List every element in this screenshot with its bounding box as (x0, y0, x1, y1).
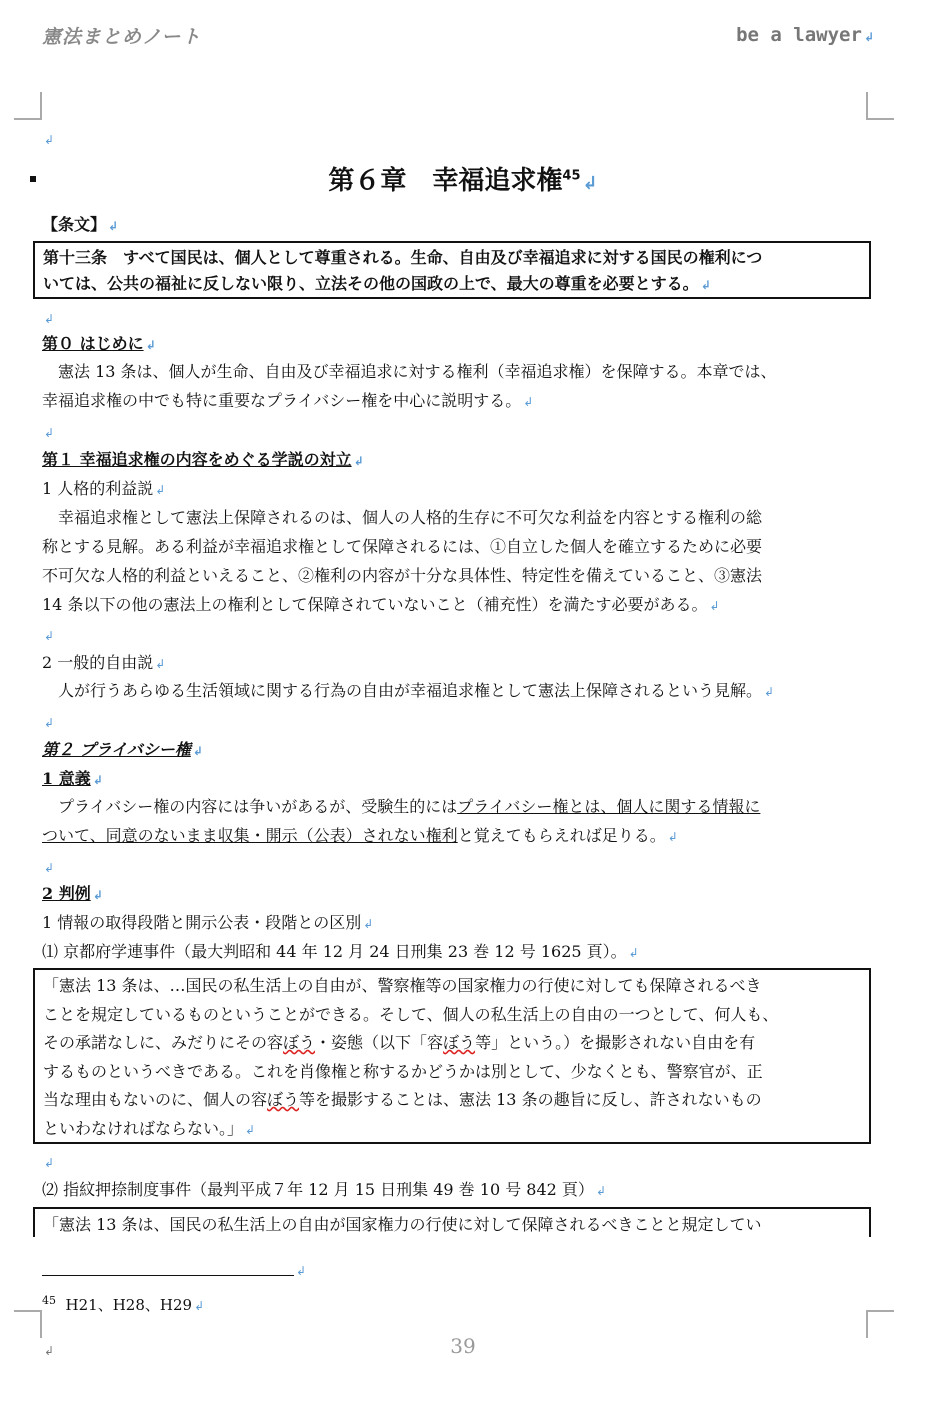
article-line-2: いては、公共の福祉に反しない限り、立法その他の国政の上で、最大の尊重を必要とする。 ↲ (43, 274, 711, 293)
quote-1-line-5: 当な理由もないのに、個人の容ぼう等を撮影することは、憲法 13 条の趣旨に反し、許されないもの (43, 1090, 762, 1109)
quote-1-line-3: その承諾なしに、みだりにその容ぼう・姿態（以下「容ぼう等」という。）を撮影されない自由を有 (43, 1033, 756, 1052)
header-right-text: be a lawyer ↲ (736, 24, 874, 46)
section-1-p2: 人が行うあらゆる生活領域に関する行為の自由が幸福追求権として憲法上保障されるという見解。 ↲ (42, 681, 775, 700)
quote-box-2 (33, 1207, 871, 1237)
article-box (33, 241, 871, 299)
paragraph-mark: ↲ (44, 312, 55, 326)
section-1-sub-2: 2 一般的自由説 ↲ (42, 653, 166, 672)
quote-1-line-1: 「憲法 13 条は、…国民の私生活上の自由が、警察権等の国家権力の行使に対しても保障されるべき (43, 976, 762, 995)
case-1-citation: ⑴ 京都府学連事件（最大判昭和 44 年 12 月 24 日刑集 23 巻 12 号 1625 頁）。 ↲ (42, 942, 639, 961)
crop-mark-top-right (866, 92, 894, 120)
section-1-p1-line-4: 14 条以下の他の憲法上の権利として保障されていないこと（補充性）を満たす必要がある。 ↲ (42, 595, 720, 614)
section-2-p1-line-2: ついて、同意のないまま収集・開示（公表）されない権利と覚えてもらえれば足りる。 ↲ (42, 826, 678, 845)
page-number: 39 (450, 1334, 476, 1358)
paragraph-mark: ↲ (44, 716, 55, 730)
crop-mark-top-left (14, 92, 42, 120)
section-2-sub-1: 1 意義 ↲ (42, 769, 103, 788)
paragraph-mark: ↲ (44, 1344, 55, 1358)
section-2-p1-line-1: プライバシー権の内容には争いがあるが、受験生的にはプライバシー権とは、個人に関する情報に (42, 797, 761, 816)
section-2-item-1: 1 情報の取得段階と開示公表・段階との区別 ↲ (42, 913, 374, 932)
chapter-title: 第６章 幸福追求権$^{45}$ ↲ (328, 166, 598, 196)
footnote-separator (42, 1275, 294, 1276)
paragraph-mark: ↲ (44, 1156, 55, 1170)
case-2-citation: ⑵ 指紋押捺制度事件（最判平成７年 12 月 15 日刑集 49 巻 10 号 842 頁） ↲ (42, 1180, 606, 1199)
paragraph-mark: ↲ (44, 861, 55, 875)
section-0-line-1: 憲法 13 条は、個人が生命、自由及び幸福追求に対する権利（幸福追求権）を保障する。本章では、 (42, 362, 777, 381)
quote-1-line-2: ことを規定しているものということができる。そして、個人の私生活上の自由の一つとして、何人も、 (43, 1004, 779, 1024)
section-1-p1-line-2: 称とする見解。ある利益が幸福追求権として保障されるには、①自立した個人を確立するために必要 (42, 537, 763, 556)
header-title: 憲法まとめノート (42, 26, 202, 48)
paragraph-mark: ↲ (44, 629, 55, 643)
quote-box-1 (33, 968, 871, 1144)
section-1-p1-line-1: 幸福追求権として憲法上保障されるのは、個人の人格的生存に不可欠な利益を内容とする権利の総 (42, 508, 763, 527)
quote-1-line-6: といわなければならない。」 ↲ (43, 1118, 256, 1138)
section-0-line-2: 幸福追求権の中でも特に重要なプライバシー権を中心に説明する。 ↲ (42, 391, 534, 410)
section-2-heading: 第２ プライバシー権 ↲ (42, 740, 203, 759)
quote-1-line-4: するものというべきである。これを肖像権と称するかどうかは別として、少なくとも、警察官が、正 (43, 1061, 763, 1081)
paragraph-mark: ↲ (44, 133, 55, 147)
section-1-sub-1: 1 人格的利益説 ↲ (42, 479, 166, 498)
quote-2-line-1: 「憲法 13 条は、国民の私生活上の自由が国家権力の行使に対して保障されるべきことと規定してい (43, 1215, 762, 1234)
paragraph-mark: ↲ (44, 426, 55, 440)
section-0-heading: 第０ はじめに ↲ (42, 334, 156, 353)
section-1-p1-line-3: 不可欠な人格的利益といえること、②権利の内容が十分な具体性、特定性を備えていること、③憲法 (42, 566, 763, 585)
article-line-1: 第十三条 すべて国民は、個人として尊重される。生命、自由及び幸福追求に対する国民の権利につ (43, 248, 763, 267)
section-1-heading: 第１ 幸福追求権の内容をめぐる学説の対立 ↲ (42, 450, 364, 469)
section-2-sub-2: 2 判例 ↲ (42, 884, 103, 903)
footnote: $^{45}$ H21、H28、H29 ↲ (42, 1294, 205, 1314)
article-heading: 【条文】 ↲ (42, 215, 119, 234)
